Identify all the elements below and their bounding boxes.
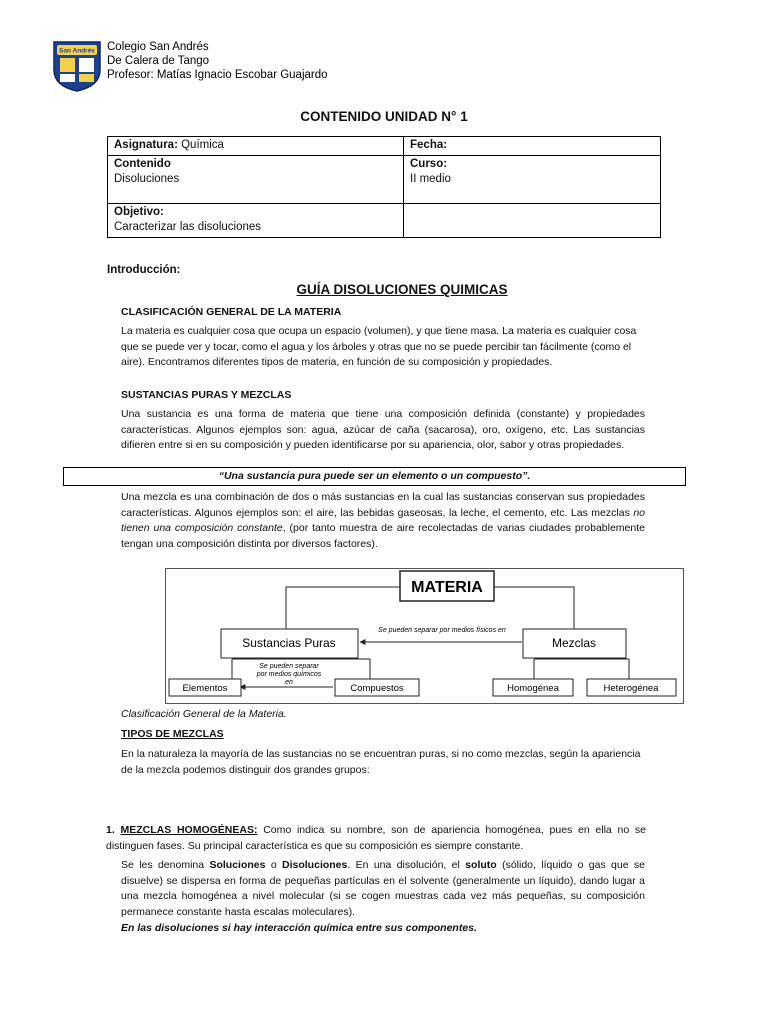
paragraph-types: En la naturaleza la mayoría de las sustancias no se encuentran puras, si no como mezclas, según la apariencia de la mezcla podemos distinguir dos grandes grupos: bbox=[121, 748, 641, 776]
school-name: Colegio San Andrés bbox=[107, 41, 209, 53]
solutions-t4: (sólido, líquido o gas que se disuelve) se dispersa en forma de pequeñas partículas en el solvente (generalmente un líquido), dando lugar a una mezcla homogénea a nivel molecular (si se cogen muestras cada vez más pequeñas, su composición permanece constante hasta escalas moleculares). bbox=[121, 859, 646, 918]
school-info bbox=[107, 40, 328, 82]
subject-label: Asignatura: bbox=[114, 139, 178, 151]
solutions-t2: o bbox=[265, 859, 283, 871]
quote-text: “Una sustancia pura puede ser un elemento o un compuesto”. bbox=[218, 470, 531, 482]
objective-cell bbox=[108, 204, 404, 238]
date-label: Fecha: bbox=[410, 139, 448, 151]
list-item-text: Como indica su nombre, son de apariencia homogénea, pues en ella no se distinguen fases. Su principal característica es que su composición es siempre constante. bbox=[106, 824, 646, 852]
school-location: De Calera de Tango bbox=[107, 55, 210, 67]
final-note: En las disoluciones si hay interacción química entre sus componentes. bbox=[121, 922, 477, 934]
paragraph-substances: Una sustancia es una forma de materia que tiene una composición definida (constante) y propiedades características. Algunos ejemplos son: agua, azúcar de caña (sacarosa), oro, oxígeno, etc. Las sustancias difieren entre si en su composición y pueden identificarse por su apariencia, olor, sabor y otras propiedades. bbox=[121, 408, 645, 451]
section-heading-types: TIPOS DE MEZCLAS bbox=[121, 728, 224, 740]
mixtures-text-italic: no tienen una composición constante bbox=[121, 506, 645, 534]
label-compounds: Compuestos bbox=[350, 683, 404, 694]
date-cell bbox=[404, 137, 661, 156]
list-number: 1. bbox=[106, 824, 115, 836]
solutions-b1: Soluciones bbox=[209, 859, 266, 871]
content-value: Disoluciones bbox=[114, 173, 180, 185]
info-table bbox=[107, 136, 661, 238]
solutions-b3: soluto bbox=[465, 859, 497, 871]
intro-label: Introducción: bbox=[107, 264, 181, 276]
course-value: II medio bbox=[410, 173, 451, 185]
matter-classification-diagram bbox=[165, 568, 684, 704]
section-heading-substances: SUSTANCIAS PURAS Y MEZCLAS bbox=[121, 389, 292, 401]
mixtures-text-after: , (por tanto muestra de aire recolectadas de varias ciudades probablemente tengan una composición distinta por diversos factores). bbox=[121, 522, 645, 550]
unit-title: CONTENIDO UNIDAD N° 1 bbox=[300, 109, 468, 124]
solutions-t1: Se les denomina bbox=[121, 859, 210, 871]
list-item-title: MEZCLAS HOMOGÉNEAS: bbox=[120, 824, 258, 836]
course-cell bbox=[404, 156, 661, 204]
label-mixtures: Mezclas bbox=[551, 636, 597, 650]
list-item-homogeneous bbox=[106, 823, 646, 854]
label-pure: Sustancias Puras bbox=[242, 636, 336, 650]
paragraph-solutions bbox=[121, 858, 645, 920]
quote-box bbox=[63, 467, 686, 486]
note-physical: Se pueden separar por medios físicos en bbox=[378, 627, 506, 634]
solutions-t3: . En una disolución, el bbox=[347, 859, 466, 871]
mixtures-text-before: Una mezcla es una combinación de dos o más sustancias en la cual las sustancias conservan sus propiedades características. Algunos ejemplos son: el aire, las bebidas gaseosas, la leche, el cemento, etc. Las mezclas bbox=[121, 491, 645, 519]
course-label: Curso: bbox=[410, 158, 448, 170]
note-chemical-3: en bbox=[285, 679, 293, 686]
solutions-b2: Disoluciones bbox=[282, 859, 348, 871]
label-heterogeneous: Heterogénea bbox=[603, 683, 659, 694]
content-cell bbox=[108, 156, 404, 204]
label-elements: Elementos bbox=[182, 683, 228, 694]
subject-cell bbox=[108, 137, 404, 156]
objective-value: Caracterizar las disoluciones bbox=[114, 221, 262, 233]
school-logo bbox=[50, 40, 104, 92]
guide-title: GUÍA DISOLUCIONES QUIMICAS bbox=[296, 282, 508, 297]
label-materia: MATERIA bbox=[411, 579, 483, 596]
empty-cell bbox=[404, 204, 661, 238]
note-chemical-2: por medios químicos bbox=[256, 671, 322, 678]
section-heading-classification: CLASIFICACIÓN GENERAL DE LA MATERIA bbox=[121, 306, 342, 318]
content-label: Contenido bbox=[114, 158, 171, 170]
teacher-name: Profesor: Matías Ignacio Escobar Guajardo bbox=[107, 69, 328, 81]
logo-text: San Andrés bbox=[59, 47, 95, 55]
subject-value: Química bbox=[177, 139, 224, 151]
diagram-caption: Clasificación General de la Materia. bbox=[121, 708, 287, 720]
objective-label: Objetivo: bbox=[114, 206, 164, 218]
paragraph-mixtures bbox=[121, 490, 645, 552]
label-homogeneous: Homogénea bbox=[507, 683, 559, 694]
paragraph-matter: La materia es cualquier cosa que ocupa un espacio (volumen), y que tiene masa. La materia es cualquier cosa que se puede ver y tocar, como el agua y los árboles y otras que no se puede percibir tan fácilmente (como el aire). Encontramos diferentes tipos de materia, en función de su composición y propiedades. bbox=[121, 325, 637, 368]
note-chemical-1: Se pueden separar bbox=[259, 663, 319, 670]
